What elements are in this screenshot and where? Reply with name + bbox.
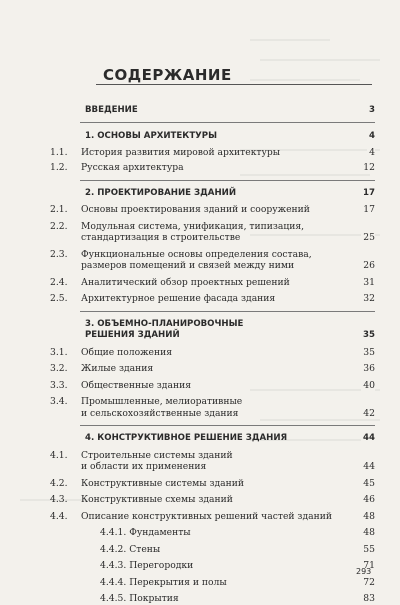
toc-subentry — [50, 544, 375, 556]
toc-entry-number: 2.3. — [50, 248, 68, 260]
toc-chapter-title: 2. ПРОЕКТИРОВАНИЕ ЗДАНИЙ — [85, 187, 237, 198]
page-title: СОДЕРЖАНИЕ — [103, 66, 232, 84]
toc-subentry-title: 4.4.5. Покрытия — [100, 593, 179, 604]
toc-page-number: 17 — [363, 204, 375, 215]
toc-subentry-title: 4.4.3. Перегородки — [100, 560, 194, 571]
toc-entry-title: Русская архитектура — [81, 162, 184, 173]
toc-entry-number: 1.1. — [50, 146, 68, 158]
toc-subentry — [50, 560, 375, 572]
toc-entry-title: Описание конструктивных решений частей зданий — [81, 510, 332, 522]
table-of-contents — [50, 104, 375, 605]
toc-chapter — [50, 188, 375, 200]
toc-entry-title-cont: размеров помещений и связей между ними — [81, 260, 295, 271]
toc-entry-number: 2.2. — [50, 220, 68, 232]
toc-page-number: 42 — [363, 407, 375, 419]
toc-chapter — [50, 131, 375, 143]
toc-page-number: 32 — [363, 293, 375, 304]
toc-page-number: 12 — [363, 162, 375, 173]
toc-entry — [50, 147, 375, 159]
toc-entry-number: 3.2. — [50, 363, 68, 374]
toc-chapter-title-cont: РЕШЕНИЯ ЗДАНИЙ — [85, 330, 180, 340]
toc-chapter-title: 4. КОНСТРУКТИВНОЕ РЕШЕНИЕ ЗДАНИЯ — [85, 433, 288, 443]
toc-entry-title: Конструктивные схемы зданий — [81, 494, 233, 505]
toc-subentry-title: 4.4.1. Фундаменты — [100, 527, 191, 538]
toc-page-number: 46 — [363, 494, 375, 505]
toc-page-number: 36 — [363, 363, 375, 374]
toc-entry-title: Модульная система, унификация, типизация, — [81, 220, 305, 232]
title-underline — [96, 84, 372, 85]
toc-entry — [50, 450, 375, 473]
toc-page-number: 45 — [363, 477, 375, 489]
toc-page-number: 25 — [363, 232, 375, 243]
toc-chapter-title: 3. ОБЪЕМНО-ПЛАНИРОВОЧНЫЕ — [85, 318, 244, 329]
toc-page-number: 48 — [363, 527, 375, 538]
toc-entry-number: 2.1. — [50, 204, 68, 215]
toc-subentry-title: 4.4.2. Стены — [100, 543, 161, 555]
toc-entry — [50, 396, 375, 419]
toc-entry-title: Общественные здания — [81, 379, 191, 391]
section-divider — [80, 311, 375, 312]
toc-entry-title: Промышленные, мелиоративные — [81, 396, 243, 407]
section-divider — [80, 180, 375, 181]
section-divider — [80, 122, 375, 123]
section-divider — [80, 425, 375, 426]
toc-page-number: 44 — [363, 461, 375, 472]
toc-page-number: 40 — [363, 379, 375, 391]
toc-entry — [50, 347, 375, 359]
toc-entry-number: 2.5. — [50, 293, 68, 304]
toc-page-number: 17 — [363, 187, 375, 198]
toc-entry — [50, 363, 375, 375]
toc-entry-title-cont: стандартизация в строительстве — [81, 232, 241, 243]
toc-page-number: 55 — [363, 543, 375, 555]
toc-page-number: 71 — [363, 560, 375, 571]
toc-entry — [50, 249, 375, 272]
toc-subentry — [50, 593, 375, 605]
toc-page-number: 26 — [363, 260, 375, 271]
toc-chapter-title: ВВЕДЕНИЕ — [85, 104, 138, 115]
toc-entry-title: Общие положения — [81, 346, 173, 358]
toc-page-number: 44 — [363, 433, 375, 443]
toc-entry — [50, 511, 375, 523]
toc-entry — [50, 380, 375, 392]
toc-page-number: 4 — [369, 131, 375, 141]
toc-entry — [50, 494, 375, 506]
toc-page-number: 35 — [363, 346, 375, 358]
toc-chapter — [50, 104, 375, 116]
toc-entry-title: Основы проектирования зданий и сооружений — [81, 204, 310, 215]
toc-entry-number: 2.4. — [50, 276, 68, 288]
toc-entry-number: 3.1. — [50, 346, 68, 358]
toc-page-number: 83 — [363, 593, 375, 604]
toc-entry-title: Жилые здания — [81, 363, 154, 374]
toc-entry-number: 3.4. — [50, 396, 68, 407]
toc-page-number: 3 — [369, 104, 375, 115]
toc-entry — [50, 293, 375, 305]
toc-entry-title-cont: и области их применения — [81, 461, 207, 472]
toc-page-number: 35 — [363, 330, 375, 340]
toc-chapter — [50, 319, 375, 342]
page-number: 293 — [356, 567, 372, 576]
toc-entry-number: 4.1. — [50, 449, 68, 461]
toc-entry — [50, 277, 375, 289]
toc-page-number: 4 — [369, 146, 375, 158]
toc-entry-number: 4.2. — [50, 477, 68, 489]
toc-entry-title: Архитектурное решение фасада здания — [81, 293, 276, 304]
toc-entry-number: 4.3. — [50, 494, 68, 505]
toc-entry — [50, 162, 375, 174]
toc-subentry-title: 4.4.4. Перекрытия и полы — [100, 576, 227, 588]
toc-subentry — [50, 527, 375, 539]
toc-entry-title-cont: и сельскохозяйственные здания — [81, 407, 239, 419]
toc-entry — [50, 221, 375, 244]
toc-page-number: 31 — [363, 276, 375, 288]
toc-page-number: 72 — [363, 576, 375, 588]
toc-entry-number: 3.3. — [50, 379, 68, 391]
toc-page-number: 48 — [363, 510, 375, 522]
toc-chapter-title: 1. ОСНОВЫ АРХИТЕКТУРЫ — [85, 131, 218, 141]
toc-entry-number: 1.2. — [50, 162, 68, 173]
toc-entry — [50, 204, 375, 216]
toc-entry-title: Строительные системы зданий — [81, 449, 233, 461]
toc-entry-title: Аналитический обзор проектных решений — [81, 276, 290, 288]
toc-entry — [50, 478, 375, 490]
toc-chapter — [50, 433, 375, 445]
toc-entry-title: История развития мировой архитектуры — [81, 146, 281, 158]
toc-entry-title: Конструктивные системы зданий — [81, 477, 245, 489]
toc-subentry — [50, 577, 375, 589]
toc-entry-number: 4.4. — [50, 510, 68, 522]
toc-entry-title: Функциональные основы определения состава, — [81, 248, 312, 260]
